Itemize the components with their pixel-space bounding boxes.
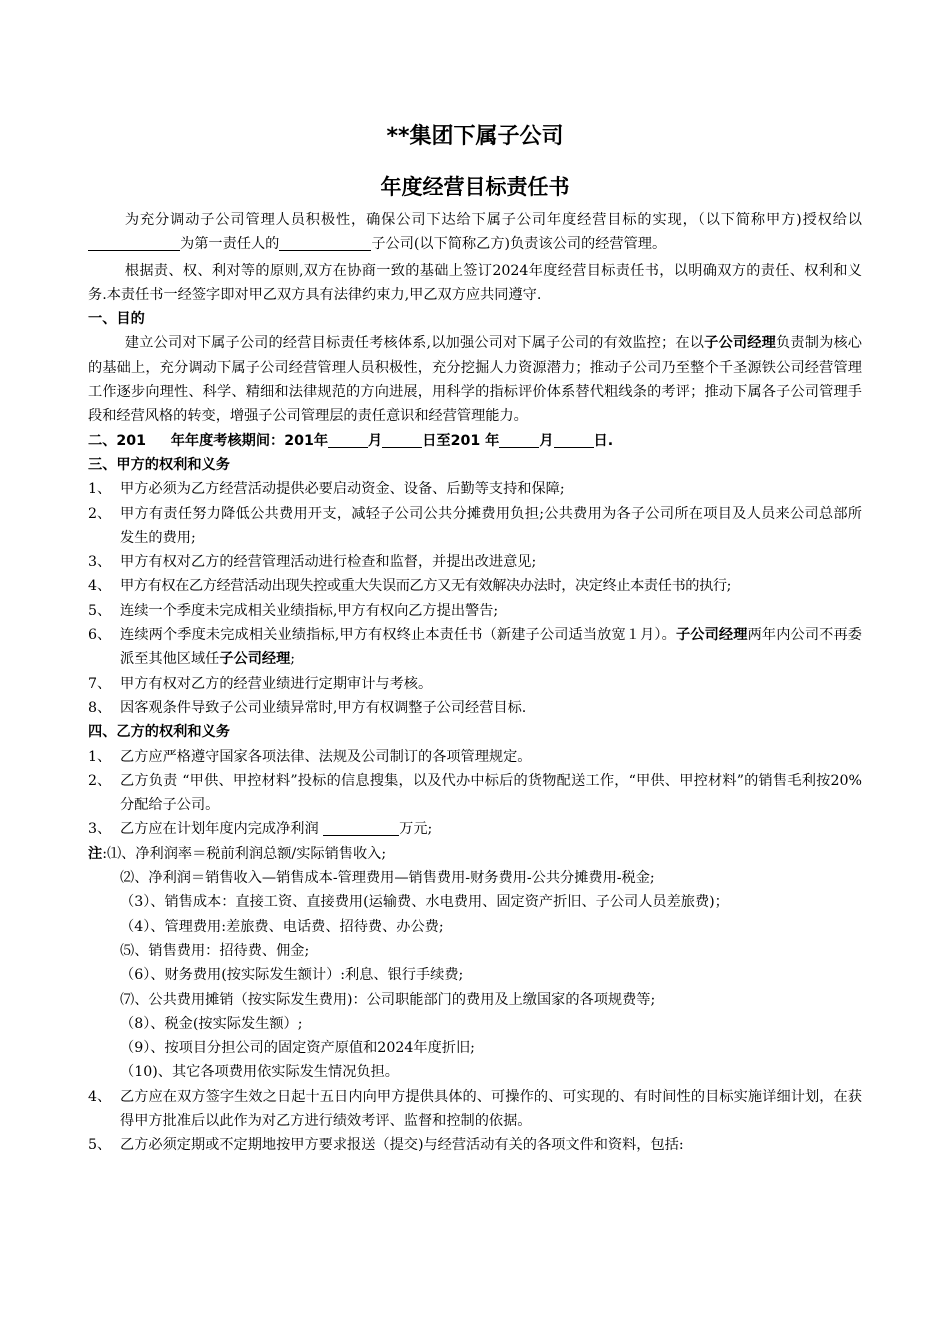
- item-text: 连续一个季度未完成相关业绩指标,甲方有权向乙方提出警告;: [120, 602, 499, 619]
- section1-text-a: 建立公司对下属子公司的经营目标责任考核体系,以加强公司对下属子公司的有效监控；在以: [124, 335, 705, 352]
- note-line: （9）、按项目分担公司的固定资产原值和2024年度折旧;: [120, 1040, 475, 1057]
- note-line: （3）、销售成本：直接工资、直接费用(运输费、水电费用、固定资产折旧、子公司人员差旅费)；: [120, 894, 729, 911]
- section4-item: [88, 817, 862, 841]
- item-number: 4、: [88, 1088, 112, 1105]
- item-number: 6、: [88, 627, 112, 644]
- item-text: 甲方必须为乙方经营活动提供必要启动资金、设备、后勤等支持和保障;: [120, 481, 565, 498]
- section3-item: [88, 599, 862, 623]
- item-text: [120, 623, 862, 672]
- item-number: 1、: [88, 748, 112, 765]
- section1-text-b: 负责制为核心的基础上，充分调动下属子公司经营管理人员积极性，充分挖掘人力资源潜力；推动子公司乃至整个千圣源铁公司经营管理工作逐步向理性、科学、精细和法律规范的方向进展，用科学的指标评价体系替代粗线条的考评；推动下属各子公司管理手段和经营风格的转变，增强子公司管理层的责任意识和经营管理能力。: [88, 335, 862, 425]
- item6-text-a: 连续两个季度未完成相关业绩指标,甲方有权终止本责任书（新建子公司适当放宽１月）。: [120, 627, 676, 644]
- first-responsible-person-blank[interactable]: [88, 234, 180, 251]
- note-line: ⑸、销售费用：招待费、佣金;: [120, 942, 310, 959]
- note-label: 注: [88, 845, 103, 862]
- section3-item: [88, 696, 862, 720]
- item-number: 1、: [88, 481, 112, 498]
- item-text: 乙方应严格遵守国家各项法律、法规及公司制订的各项管理规定。: [120, 748, 532, 765]
- item6-text-b: 两年内公司不再委派至其他区域任: [120, 627, 862, 668]
- note-line: （8）、税金(按实际发生额）;: [120, 1015, 303, 1032]
- note-line: ⑵、净利润＝销售收入—销售成本-管理费用—销售费用-财务费用-公共分摊费用-税金;: [120, 870, 655, 887]
- intro-paragraph-2: 根据责、权、利对等的原则,双方在协商一致的基础上签订2024年度经营目标责任书，以明确双方的责任、权利和义务.本责任书一经签字即对甲乙双方具有法律约束力,甲乙双方应共同遵守.: [88, 262, 862, 303]
- section1-heading: 一、目的: [88, 311, 145, 328]
- item-number: 8、: [88, 699, 112, 716]
- section4-item: [88, 769, 862, 818]
- end-month-blank[interactable]: [499, 431, 539, 448]
- section3-heading: 三、甲方的权利和义务: [88, 456, 230, 473]
- section4-item: [88, 1133, 862, 1157]
- intro-text-b: 为第一责任人的: [180, 236, 280, 253]
- section2-period-line: [88, 429, 862, 453]
- item6-bold-term-2: 子公司经理: [219, 651, 291, 668]
- note-line: [88, 842, 862, 866]
- period-part-3: 月: [368, 432, 383, 449]
- start-month-blank[interactable]: [328, 431, 368, 448]
- item-number: 2、: [88, 505, 112, 522]
- section3-item: [88, 477, 862, 501]
- item-number: 5、: [88, 1137, 112, 1154]
- intro-text-a: 为充分调动子公司管理人员积极性，确保公司下达给下属子公司年度经营目标的实现，（以下简称甲方)授权给以: [124, 212, 862, 228]
- section3-item: [88, 623, 862, 672]
- note-line: ⑺、公共费用摊销（按实际发生费用)：公司职能部门的费用及上缴国家的各项规费等;: [120, 991, 656, 1008]
- note-line: （6）、财务费用(按实际发生额计）:利息、银行手续费;: [120, 967, 464, 984]
- note-line: （10)、其它各项费用依实际发生情况负担。: [120, 1064, 399, 1081]
- intro-text-c: 子公司(以下简称乙方)负责该公司的经营管理。: [371, 236, 667, 253]
- subsidiary-name-blank[interactable]: [279, 234, 371, 251]
- section3-item: [88, 574, 862, 598]
- item-text: 甲方有权在乙方经营活动出现失控或重大失误而乙方又无有效解决办法时，决定终止本责任书的执行;: [120, 578, 732, 595]
- section4-heading: 四、乙方的权利和义务: [88, 724, 230, 741]
- item6-text-c: ;: [290, 651, 296, 668]
- item-number: 5、: [88, 602, 112, 619]
- item-number: 4、: [88, 578, 112, 595]
- intro-paragraph-1: [88, 208, 862, 257]
- section3-item: [88, 550, 862, 574]
- item-text: 因客观条件导致子公司业绩异常时,甲方有权调整子公司经营目标.: [120, 699, 527, 716]
- period-part-4: 日至201 年: [422, 432, 500, 449]
- section4-item: [88, 745, 862, 769]
- item-text: 乙方负责 “甲供、甲控材料”投标的信息搜集，以及代办中标后的货物配送工作，“甲供、甲控材料”的销售毛利按20%分配给子公司。: [120, 772, 862, 814]
- section1-bold-term: 子公司经理: [704, 335, 776, 352]
- item6-bold-term: 子公司经理: [675, 627, 748, 644]
- period-part-2: 年年度考核期间：201年: [170, 432, 329, 449]
- net-profit-unit: 万元;: [399, 821, 433, 838]
- item-text: [120, 817, 862, 841]
- start-day-blank[interactable]: [382, 431, 422, 448]
- section4-item: [88, 1085, 862, 1134]
- end-day-blank[interactable]: [554, 431, 594, 448]
- item-text: 乙方应在双方签字生效之日起十五日内向甲方提供具体的、可操作的、可实现的、有时间性的目标实施详细计划，在获得甲方批准后以此作为对乙方进行绩效考评、监督和控制的依据。: [120, 1088, 862, 1129]
- item-text: 甲方有权对乙方的经营管理活动进行检查和监督，并提出改进意见;: [120, 554, 537, 571]
- period-part-6: 日.: [593, 432, 614, 449]
- section1-paragraph: [88, 331, 862, 428]
- item-number: 2、: [88, 772, 112, 789]
- section3-item: [88, 672, 862, 696]
- document-title: **集团下属子公司: [386, 124, 564, 149]
- net-profit-label: 乙方应在计划年度内完成净利润: [120, 821, 324, 838]
- item-number: 3、: [88, 554, 112, 571]
- item-text: 甲方有责任努力降低公共费用开支，减轻子公司公共分摊费用负担;公共费用为各子公司所在项目及人员来公司总部所发生的费用;: [120, 505, 862, 546]
- item-number: 7、: [88, 675, 112, 692]
- period-part-5: 月: [539, 432, 554, 449]
- net-profit-blank[interactable]: [323, 819, 399, 836]
- item-text: 乙方必须定期或不定期地按甲方要求报送（提交)与经营活动有关的各项文件和资料，包括:: [120, 1137, 684, 1154]
- note-line: （4）、管理费用:差旅费、电话费、招待费、办公费;: [120, 918, 444, 935]
- document-subtitle: 年度经营目标责任书: [380, 175, 570, 199]
- item-number: 3、: [88, 821, 112, 838]
- period-part-1: 二、201: [88, 432, 146, 449]
- item-text: 甲方有权对乙方的经营业绩进行定期审计与考核。: [120, 675, 433, 692]
- section3-item: [88, 502, 862, 551]
- note-text: :⑴、净利润率＝税前利润总额/实际销售收入;: [102, 845, 387, 862]
